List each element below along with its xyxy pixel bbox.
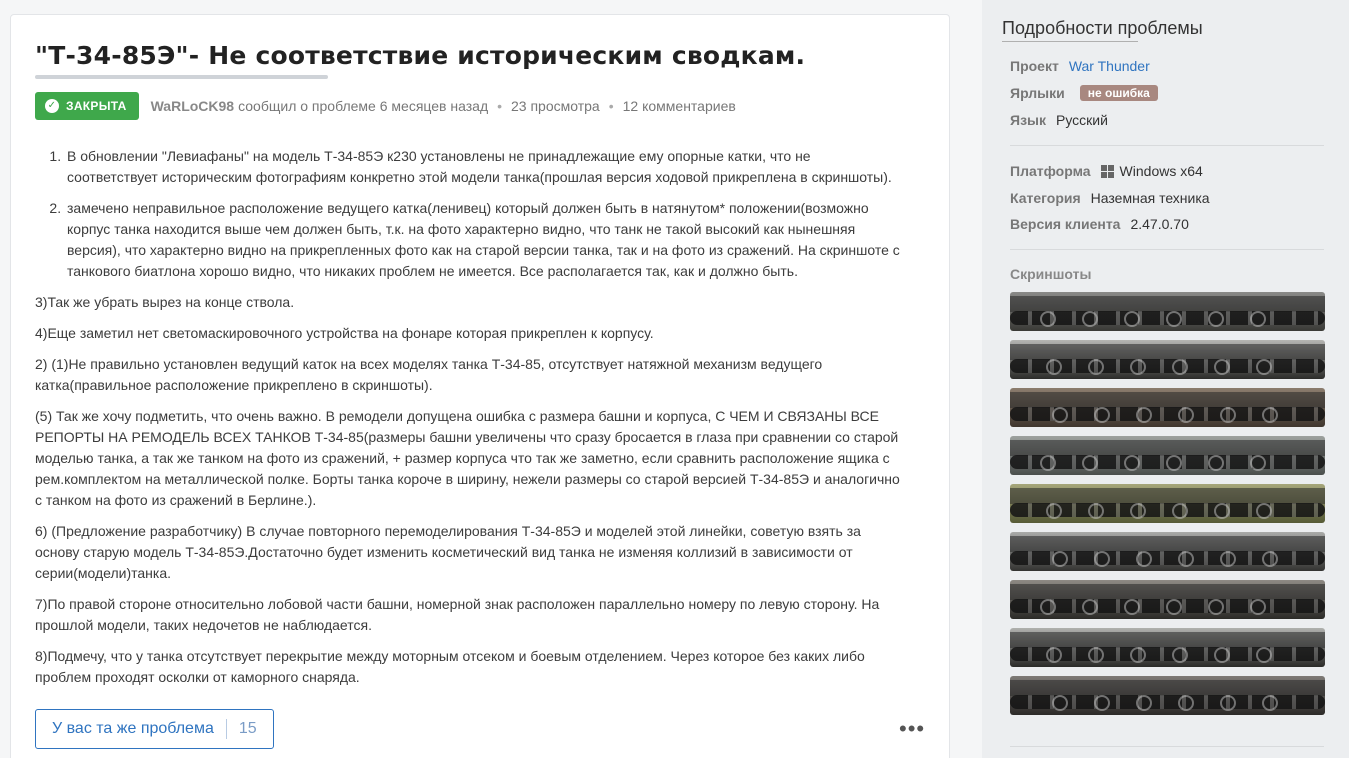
divider [1010, 746, 1324, 747]
project-row [1010, 58, 1150, 74]
tank-hull-graphic [1010, 344, 1325, 360]
road-wheel-graphic [1166, 455, 1182, 471]
screenshot-thumbnail[interactable] [1010, 340, 1325, 379]
project-link[interactable]: War Thunder [1068, 58, 1150, 74]
road-wheel-graphic [1094, 551, 1110, 567]
road-wheel-graphic [1052, 407, 1068, 423]
client-version-label: Версия клиента [1010, 216, 1121, 232]
meta-separator: • [608, 98, 614, 114]
title-underline [35, 75, 328, 79]
platform-row [1010, 163, 1203, 179]
views-count: 23 просмотра [511, 98, 600, 114]
list-item: 2. замечено неправильное расположение ведущего катка(ленивец) который должен быть в натянутом* положении(возможно корпус танка находится выше чем должен быть, т.к. на фото характерно видно, что танк не такой высокий как нынешняя версия), что характерно видно на прикрепленных фото как на старой версии танка, так и на фото из сражений. На скриншоте с танкового биатлона хорошо видно, что никаких проблем не имеется. Все располагается так, как и должно быть. [65, 198, 905, 282]
project-label: Проект [1010, 58, 1059, 74]
road-wheel-graphic [1130, 359, 1146, 375]
issue-meta [35, 92, 736, 120]
description-list [65, 146, 905, 282]
list-item: 1. В обновлении "Левиафаны" на модель Т-34-85Э к230 установлены не принадлежащие ему опорные катки, что не соответствует историческим фотографиям конкретно этой модели танка(прошлая версия ходовой прикреплена в скриншоты). [65, 146, 905, 188]
status-badge [35, 92, 139, 120]
client-version-row [1010, 216, 1189, 232]
road-wheel-graphic [1262, 695, 1278, 711]
sidebar-title: Подробности проблемы [1002, 18, 1203, 38]
road-wheel-graphic [1040, 599, 1056, 615]
road-wheel-graphic [1214, 503, 1230, 519]
same-problem-count: 15 [238, 720, 257, 737]
road-wheel-graphic [1214, 359, 1230, 375]
road-wheel-graphic [1262, 407, 1278, 423]
tag-badge[interactable]: не ошибка [1080, 85, 1158, 101]
road-wheel-graphic [1130, 503, 1146, 519]
divider [1010, 145, 1324, 146]
category-value: Наземная техника [1090, 190, 1210, 206]
screenshot-thumbnail[interactable] [1010, 436, 1325, 475]
road-wheel-graphic [1136, 695, 1152, 711]
road-wheel-graphic [1262, 551, 1278, 567]
client-version-value: 2.47.0.70 [1130, 216, 1189, 232]
screenshot-thumbnail[interactable] [1010, 580, 1325, 619]
tank-hull-graphic [1010, 488, 1325, 504]
screenshots-gallery [1010, 292, 1325, 724]
language-label: Язык [1010, 112, 1046, 128]
road-wheel-graphic [1124, 311, 1140, 327]
road-wheel-graphic [1124, 599, 1140, 615]
paragraph: 6) (Предложение разработчику) В случае повторного перемоделирования Т-34-85Э и моделей этой линейки, советую взять за основу старую модель Т-34-85Э.Достаточно будет изменить косметический вид танка не изменяя коллизий в зависимости от серии(модели)танка. [35, 523, 861, 581]
road-wheel-graphic [1136, 407, 1152, 423]
screenshot-thumbnail[interactable] [1010, 484, 1325, 523]
road-wheel-graphic [1172, 503, 1188, 519]
road-wheel-graphic [1220, 695, 1236, 711]
windows-icon [1101, 165, 1114, 178]
platform-value: Windows x64 [1119, 163, 1203, 179]
tank-hull-graphic [1010, 680, 1325, 696]
tank-hull-graphic [1010, 440, 1325, 456]
tank-hull-graphic [1010, 296, 1325, 312]
status-badge-label: ЗАКРЫТА [66, 99, 127, 113]
screenshot-thumbnail[interactable] [1010, 628, 1325, 667]
screenshot-thumbnail[interactable] [1010, 532, 1325, 571]
road-wheel-graphic [1256, 359, 1272, 375]
button-divider [226, 719, 227, 739]
author-link[interactable]: WaRLoCK98 [150, 98, 235, 114]
category-label: Категория [1010, 190, 1081, 206]
divider [1010, 249, 1324, 250]
road-wheel-graphic [1130, 647, 1146, 663]
road-wheel-graphic [1166, 599, 1182, 615]
issue-details-sidebar [982, 0, 1349, 758]
road-wheel-graphic [1052, 695, 1068, 711]
paragraph: (5) Так же хочу подметить, что очень важно. В ремодели допущена ошибка с размера башни и корпуса, С ЧЕМ И СВЯЗАНЫ ВСЕ РЕПОРТЫ НА РЕМОДЕЛЬ ВСЕХ ТАНКОВ Т-34-85(размеры башни увеличены что сразу бросается в глаза при сравнении со старой моделью танка, а так же танком на фото из сражений, + размер корпуса что так же заметно, если сравнить расположение ящика с рем.комплектом на металлической полке. Борты танка короче в ширину, нежели размеры со старой версией Т-34-85Э и аналогично с танком на фото из сражений в Берлине.). [35, 408, 900, 508]
page-title: "Т-34-85Э"- Не соответствие историческим сводкам. [35, 41, 806, 70]
more-options-icon[interactable]: ••• [899, 716, 926, 741]
reported-text: сообщил о проблеме 6 месяцев назад [238, 98, 489, 114]
screenshots-label: Скриншоты [1010, 266, 1092, 282]
sidebar-title-underline [1002, 41, 1138, 42]
paragraph: 8)Подмечу, что у танка отсутствует перекрытие между моторным отсеком и боевым отделением. Через которое без каких либо проблем проходят осколки от каморного снаряда. [35, 648, 865, 685]
tags-label: Ярлыки [1010, 85, 1065, 101]
screenshot-thumbnail[interactable] [1010, 676, 1325, 715]
road-wheel-graphic [1040, 311, 1056, 327]
paragraph: 4)Еще заметил нет светомаскировочного устройства на фонаре которая прикреплен к корпусу. [35, 325, 654, 341]
tank-hull-graphic [1010, 392, 1325, 408]
road-wheel-graphic [1250, 455, 1266, 471]
road-wheel-graphic [1046, 359, 1062, 375]
road-wheel-graphic [1088, 359, 1104, 375]
issue-card [10, 14, 950, 758]
tank-hull-graphic [1010, 536, 1325, 552]
road-wheel-graphic [1250, 311, 1266, 327]
road-wheel-graphic [1178, 407, 1194, 423]
screenshot-thumbnail[interactable] [1010, 292, 1325, 331]
road-wheel-graphic [1082, 311, 1098, 327]
paragraph: 2) (1)Не правильно установлен ведущий каток на всех моделях танка Т-34-85, отсутствует натяжной механизм ведущего катка(правильное расположение прикреплено в скриншоты). [35, 356, 823, 393]
road-wheel-graphic [1214, 647, 1230, 663]
paragraph: 7)По правой стороне относительно лобовой части башни, номерной знак расположен параллельно номеру по левую сторону. На прошлой модели, таких недочетов не наблюдается. [35, 596, 880, 633]
road-wheel-graphic [1088, 647, 1104, 663]
language-value: Русский [1055, 112, 1108, 128]
category-row [1010, 190, 1210, 206]
tags-row [1010, 85, 1158, 101]
road-wheel-graphic [1172, 647, 1188, 663]
tank-hull-graphic [1010, 584, 1325, 600]
road-wheel-graphic [1046, 647, 1062, 663]
meta-separator: • [497, 98, 503, 114]
screenshot-thumbnail[interactable] [1010, 388, 1325, 427]
same-problem-label: У вас та же проблема [52, 720, 214, 737]
road-wheel-graphic [1208, 455, 1224, 471]
road-wheel-graphic [1040, 455, 1056, 471]
road-wheel-graphic [1208, 599, 1224, 615]
road-wheel-graphic [1124, 455, 1140, 471]
road-wheel-graphic [1256, 647, 1272, 663]
road-wheel-graphic [1052, 551, 1068, 567]
language-row [1010, 112, 1108, 128]
road-wheel-graphic [1094, 695, 1110, 711]
check-circle-icon: ✓ [45, 99, 59, 113]
road-wheel-graphic [1250, 599, 1266, 615]
road-wheel-graphic [1088, 503, 1104, 519]
road-wheel-graphic [1178, 695, 1194, 711]
tank-hull-graphic [1010, 632, 1325, 648]
same-problem-button[interactable] [35, 709, 274, 749]
road-wheel-graphic [1220, 407, 1236, 423]
road-wheel-graphic [1082, 599, 1098, 615]
road-wheel-graphic [1166, 311, 1182, 327]
road-wheel-graphic [1256, 503, 1272, 519]
road-wheel-graphic [1178, 551, 1194, 567]
road-wheel-graphic [1208, 311, 1224, 327]
issue-description [35, 146, 905, 698]
road-wheel-graphic [1136, 551, 1152, 567]
paragraph: 3)Так же убрать вырез на конце ствола. [35, 294, 295, 310]
road-wheel-graphic [1172, 359, 1188, 375]
platform-label: Платформа [1010, 163, 1091, 179]
road-wheel-graphic [1082, 455, 1098, 471]
road-wheel-graphic [1046, 503, 1062, 519]
road-wheel-graphic [1094, 407, 1110, 423]
road-wheel-graphic [1220, 551, 1236, 567]
comments-count: 12 комментариев [622, 98, 736, 114]
